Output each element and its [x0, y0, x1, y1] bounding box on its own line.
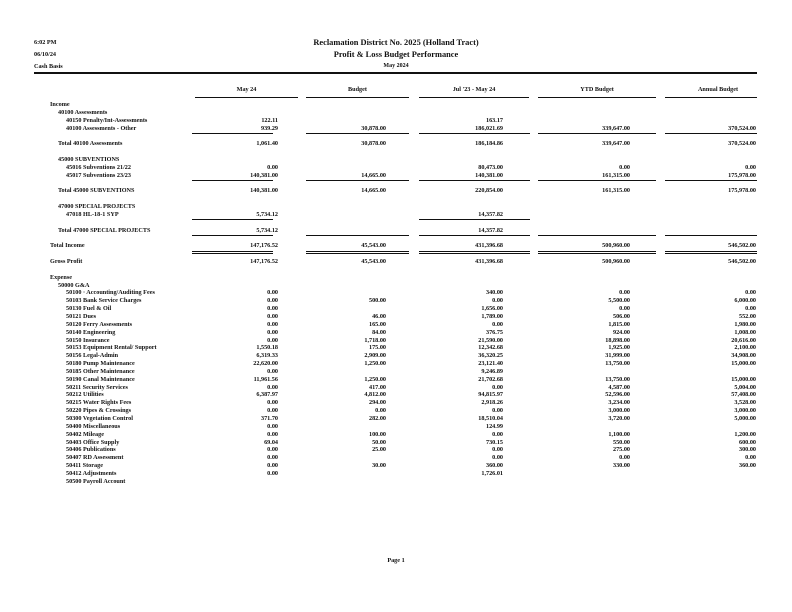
- row-value: 546,502.00: [728, 258, 756, 265]
- row-value: 1,200.00: [734, 430, 756, 438]
- row-label: 50400 Miscellaneous: [66, 422, 121, 430]
- table-row: [0, 258, 792, 266]
- row-value: 370,524.00: [728, 140, 756, 148]
- row-label: 50180 Pump Maintenance: [66, 360, 135, 368]
- table-row: [0, 180, 792, 188]
- row-value: 546,502.00: [728, 242, 756, 250]
- row-label: 50402 Mileage: [66, 430, 104, 438]
- row-label: 50121 Dues: [66, 312, 97, 320]
- column-header-rule: [195, 97, 298, 98]
- row-value: 0.00: [267, 422, 278, 430]
- table-row: [0, 337, 792, 345]
- table-row: [0, 140, 792, 148]
- row-value: 30,878.00: [361, 124, 386, 132]
- row-value: 0.00: [267, 320, 278, 328]
- table-row: [0, 439, 792, 447]
- table-row: [0, 360, 792, 368]
- report-basis: Cash Basis: [34, 63, 63, 70]
- row-value: 5,004.00: [734, 383, 756, 391]
- row-value: 339,647.00: [602, 140, 630, 148]
- row-value: 175,978.00: [728, 187, 756, 195]
- row-value: 0.00: [619, 289, 630, 297]
- report-time: 6:02 PM: [34, 39, 57, 46]
- table-row: [0, 344, 792, 352]
- row-value: 6,000.00: [734, 297, 756, 305]
- row-value: 1,726.01: [481, 469, 503, 477]
- row-value: 1,008.00: [734, 328, 756, 336]
- row-label: 50403 Office Supply: [66, 438, 120, 446]
- row-value: 1,250.00: [364, 360, 386, 368]
- row-value: 122.11: [261, 116, 278, 124]
- row-value: 275.00: [612, 446, 630, 454]
- table-row: [0, 109, 792, 117]
- row-value: 31,999.00: [605, 352, 630, 360]
- row-value: 0.00: [492, 297, 503, 305]
- row-value: 5,734.12: [256, 210, 278, 218]
- row-label: 45000 SUBVENTIONS: [58, 155, 120, 163]
- row-label: Expense: [50, 273, 73, 281]
- row-value: 18,510.04: [478, 415, 503, 422]
- row-value: 30.00: [372, 462, 386, 470]
- row-value: 0.00: [267, 305, 278, 313]
- row-value: 0.00: [619, 305, 630, 313]
- row-label: 50300 Vegetation Control: [66, 415, 133, 422]
- row-value: 175,978.00: [728, 171, 756, 179]
- table-row: [0, 274, 792, 282]
- row-value: 939.29: [260, 124, 278, 132]
- row-value: 0.00: [492, 320, 503, 328]
- row-value: 0.00: [375, 407, 386, 415]
- row-value: 3,720.00: [608, 415, 630, 422]
- table-row: [0, 376, 792, 384]
- row-value: 3,000.00: [734, 407, 756, 415]
- row-label: Gross Profit: [50, 258, 83, 265]
- table-row: [0, 352, 792, 360]
- row-value: 0.00: [745, 454, 756, 462]
- row-label: 50190 Canal Maintenance: [66, 375, 135, 383]
- row-value: 0.00: [267, 399, 278, 407]
- row-value: 69.04: [264, 438, 278, 446]
- column-header-budget: Budget: [348, 86, 367, 93]
- row-label: 50000 G&A: [58, 281, 90, 289]
- table-row: [0, 470, 792, 478]
- table-row: [0, 242, 792, 250]
- table-row: [0, 368, 792, 376]
- row-value: 0.00: [619, 163, 630, 171]
- row-label: 47018 HL-18-1 SYP: [66, 210, 119, 218]
- row-value: 147,176.52: [250, 258, 278, 265]
- row-label: 50120 Ferry Assessments: [66, 320, 132, 328]
- row-value: 0.00: [267, 469, 278, 477]
- row-value: 22,620.00: [253, 360, 278, 368]
- row-value: 1,789.00: [481, 312, 503, 320]
- table-row: [0, 313, 792, 321]
- table-row: [0, 125, 792, 133]
- row-value: 5,000.00: [734, 415, 756, 422]
- row-label: 50103 Bank Service Charges: [66, 297, 142, 305]
- report-period: May 2024: [383, 63, 409, 69]
- row-value: 0.00: [619, 454, 630, 462]
- row-label: 47000 SPECIAL PROJECTS: [58, 203, 136, 211]
- row-value: 339,647.00: [602, 124, 630, 132]
- table-row: [0, 297, 792, 305]
- table-row: [0, 172, 792, 180]
- row-label: 40100 Assessments - Other: [66, 124, 137, 132]
- row-value: 0.00: [267, 446, 278, 454]
- row-value: 282.00: [368, 415, 386, 422]
- table-row: [0, 282, 792, 290]
- table-row: [0, 234, 792, 242]
- row-value: 161,315.00: [602, 171, 630, 179]
- column-header-may24: May 24: [236, 86, 257, 93]
- row-value: 500,960.00: [602, 258, 630, 265]
- table-row: [0, 195, 792, 203]
- row-value: 14,357.82: [478, 226, 503, 234]
- table-row: [0, 384, 792, 392]
- row-value: 1,100.00: [608, 430, 630, 438]
- row-value: 730.15: [485, 438, 503, 446]
- row-value: 14,357.82: [478, 210, 503, 218]
- table-row: [0, 187, 792, 195]
- table-row: [0, 266, 792, 274]
- table-row: [0, 148, 792, 156]
- row-value: 14,665.00: [361, 171, 386, 179]
- row-value: 371.70: [260, 415, 278, 422]
- row-label: 50407 RD Assessment: [66, 454, 124, 462]
- header-rule: [34, 72, 757, 74]
- row-value: 0.00: [492, 446, 503, 454]
- row-value: 186,021.69: [475, 124, 503, 132]
- row-value: 417.00: [368, 383, 386, 391]
- row-value: 506.00: [612, 312, 630, 320]
- row-value: 6,387.97: [256, 391, 278, 399]
- row-value: 13,750.00: [605, 375, 630, 383]
- row-value: 186,184.86: [475, 140, 503, 148]
- row-value: 140,381.00: [250, 187, 278, 195]
- row-value: 360.00: [485, 462, 503, 470]
- row-value: 57,408.00: [731, 391, 756, 399]
- row-value: 1,250.00: [364, 375, 386, 383]
- row-label: 50412 Adjustments: [66, 469, 117, 477]
- row-value: 0.00: [267, 312, 278, 320]
- row-value: 45,543.00: [361, 258, 386, 265]
- row-value: 0.00: [492, 407, 503, 415]
- row-value: 80,473.00: [478, 163, 503, 171]
- row-label: Total 40100 Assessments: [58, 140, 123, 148]
- page-number: Page 1: [387, 557, 405, 564]
- table-row: [0, 329, 792, 337]
- row-label: 40150 Penalty/Int-Assessments: [66, 116, 148, 124]
- column-header-rule: [538, 97, 656, 98]
- row-value: 0.00: [267, 430, 278, 438]
- row-label: 45017 Subventions 23/23: [66, 171, 131, 179]
- row-value: 600.00: [738, 438, 756, 446]
- row-value: 21,590.00: [478, 336, 503, 344]
- row-value: 0.00: [267, 289, 278, 297]
- row-value: 924.00: [612, 328, 630, 336]
- row-value: 2,100.00: [734, 344, 756, 352]
- row-value: 140,381.00: [475, 171, 503, 179]
- row-value: 0.00: [267, 407, 278, 415]
- row-value: 23,121.40: [478, 360, 503, 368]
- row-value: 0.00: [745, 305, 756, 313]
- row-value: 3,234.00: [608, 399, 630, 407]
- report-title: Profit & Loss Budget Performance: [333, 50, 459, 59]
- row-value: 163.17: [485, 116, 503, 124]
- row-value: 1,061.40: [256, 140, 278, 148]
- row-label: 50406 Publications: [66, 446, 116, 454]
- table-row: [0, 462, 792, 470]
- row-value: 5,500.00: [608, 297, 630, 305]
- column-header-rule: [665, 97, 757, 98]
- row-value: 330.00: [612, 462, 630, 470]
- column-header-jul23-may24: Jul '23 - May 24: [452, 86, 496, 93]
- row-value: 3,528.00: [734, 399, 756, 407]
- row-label: Income: [50, 101, 70, 108]
- row-label: Total 47000 SPECIAL PROJECTS: [58, 226, 151, 234]
- row-value: 2,909.00: [364, 352, 386, 360]
- row-value: 500.00: [368, 297, 386, 305]
- row-value: 1,815.00: [608, 320, 630, 328]
- row-value: 0.00: [267, 383, 278, 391]
- row-value: 147,176.52: [250, 242, 278, 250]
- row-value: 552.00: [738, 312, 756, 320]
- row-value: 9,246.89: [481, 367, 503, 375]
- row-value: 1,980.00: [734, 320, 756, 328]
- table-row: [0, 132, 792, 140]
- row-value: 0.00: [267, 328, 278, 336]
- table-row: [0, 431, 792, 439]
- row-label: 50150 Insurance: [66, 336, 110, 344]
- row-label: 50153 Equipment Rental/ Support: [66, 344, 157, 352]
- table-row: [0, 101, 792, 109]
- row-value: 0.00: [267, 454, 278, 462]
- table-row: [0, 227, 792, 235]
- table-row: [0, 321, 792, 329]
- table-row: [0, 305, 792, 313]
- table-row: [0, 407, 792, 415]
- column-header-rule: [419, 97, 529, 98]
- row-value: 11,961.56: [253, 375, 278, 383]
- table-row: [0, 391, 792, 399]
- table-row: [0, 164, 792, 172]
- table-row: [0, 289, 792, 297]
- row-value: 175.00: [368, 344, 386, 352]
- table-row: [0, 415, 792, 423]
- row-value: 1,550.18: [256, 344, 278, 352]
- row-value: 30,878.00: [361, 140, 386, 148]
- row-label: Total Income: [50, 242, 85, 250]
- row-label: 50500 Payroll Account: [66, 477, 126, 485]
- row-value: 12,342.68: [478, 344, 503, 352]
- row-label: 50411 Storage: [66, 462, 103, 470]
- row-value: 6,319.33: [256, 352, 278, 360]
- row-label: 50156 Legal-Admin: [66, 352, 119, 360]
- row-value: 550.00: [612, 438, 630, 446]
- row-value: 2,918.26: [481, 399, 503, 407]
- row-label: 40100 Assessments: [58, 108, 108, 116]
- row-value: 161,315.00: [602, 187, 630, 195]
- row-value: 0.00: [267, 297, 278, 305]
- row-label: 50212 Utilities: [66, 391, 104, 399]
- report-date: 06/10/24: [34, 51, 57, 58]
- row-value: 0.00: [267, 367, 278, 375]
- row-value: 5,734.12: [256, 226, 278, 234]
- row-value: 36,320.25: [478, 352, 503, 360]
- row-value: 15,000.00: [731, 375, 756, 383]
- row-value: 300.00: [738, 446, 756, 454]
- row-value: 376.75: [485, 328, 503, 336]
- row-value: 431,396.68: [475, 258, 503, 265]
- row-value: 25.00: [372, 446, 386, 454]
- row-label: 50211 Security Services: [66, 383, 128, 391]
- row-value: 1,656.00: [481, 305, 503, 313]
- row-value: 21,702.68: [478, 375, 503, 383]
- column-header-annual-budget: Annual Budget: [697, 86, 739, 93]
- row-value: 34,908.00: [731, 352, 756, 360]
- row-value: 1,718.00: [364, 336, 386, 344]
- row-label: 50100 · Accounting/Auditing Fees: [66, 289, 155, 297]
- row-value: 94,815.97: [478, 391, 503, 399]
- row-value: 500,960.00: [602, 242, 630, 250]
- row-value: 294.00: [368, 399, 386, 407]
- row-value: 0.00: [267, 336, 278, 344]
- row-value: 4,812.00: [364, 391, 386, 399]
- table-row: [0, 156, 792, 164]
- row-value: 20,616.00: [731, 336, 756, 344]
- table-row: [0, 211, 792, 219]
- row-value: 45,543.00: [361, 242, 386, 250]
- row-value: 220,854.00: [475, 187, 503, 195]
- row-label: 50215 Water Rights Fees: [66, 399, 132, 407]
- table-row: [0, 446, 792, 454]
- row-label: 45016 Subventions 21/22: [66, 163, 131, 171]
- column-header-ytd-budget: YTD Budget: [580, 86, 614, 93]
- row-value: 15,000.00: [731, 360, 756, 368]
- company-name: Reclamation District No. 2025 (Holland Tract): [313, 38, 479, 47]
- row-value: 0.00: [745, 163, 756, 171]
- column-header-rule: [306, 97, 409, 98]
- row-value: 13,750.00: [605, 360, 630, 368]
- row-label: 50140 Engineering: [66, 328, 116, 336]
- row-value: 370,524.00: [728, 124, 756, 132]
- row-value: 46.00: [372, 312, 386, 320]
- row-value: 431,396.68: [475, 242, 503, 250]
- row-value: 52,596.00: [605, 391, 630, 399]
- row-value: 100.00: [368, 430, 386, 438]
- row-value: 1,925.00: [608, 344, 630, 352]
- table-row: [0, 399, 792, 407]
- row-value: 124.99: [485, 422, 503, 430]
- row-value: 0.00: [745, 289, 756, 297]
- row-value: 0.00: [492, 430, 503, 438]
- row-value: 50.00: [372, 438, 386, 446]
- row-value: 360.00: [738, 462, 756, 470]
- table-row: [0, 203, 792, 211]
- row-label: Total 45000 SUBVENTIONS: [58, 187, 135, 195]
- table-row: [0, 250, 792, 258]
- table-row: [0, 219, 792, 227]
- table-row: [0, 423, 792, 431]
- row-value: 84.00: [372, 328, 386, 336]
- row-value: 0.00: [492, 383, 503, 391]
- table-row: [0, 478, 792, 486]
- row-value: 0.00: [267, 462, 278, 470]
- row-value: 3,000.00: [608, 407, 630, 415]
- row-label: 50185 Other Maintenance: [66, 367, 135, 375]
- row-value: 0.00: [267, 163, 278, 171]
- row-value: 14,665.00: [361, 187, 386, 195]
- row-label: 50130 Fuel & Oil: [66, 305, 112, 313]
- row-value: 0.00: [492, 454, 503, 462]
- row-value: 340.00: [485, 289, 503, 297]
- row-value: 140,381.00: [250, 171, 278, 179]
- row-value: 18,898.00: [605, 336, 630, 344]
- row-value: 4,587.00: [608, 383, 630, 391]
- table-row: [0, 454, 792, 462]
- table-row: [0, 117, 792, 125]
- row-label: 50220 Pipes & Crossings: [66, 407, 132, 415]
- row-value: 165.00: [368, 320, 386, 328]
